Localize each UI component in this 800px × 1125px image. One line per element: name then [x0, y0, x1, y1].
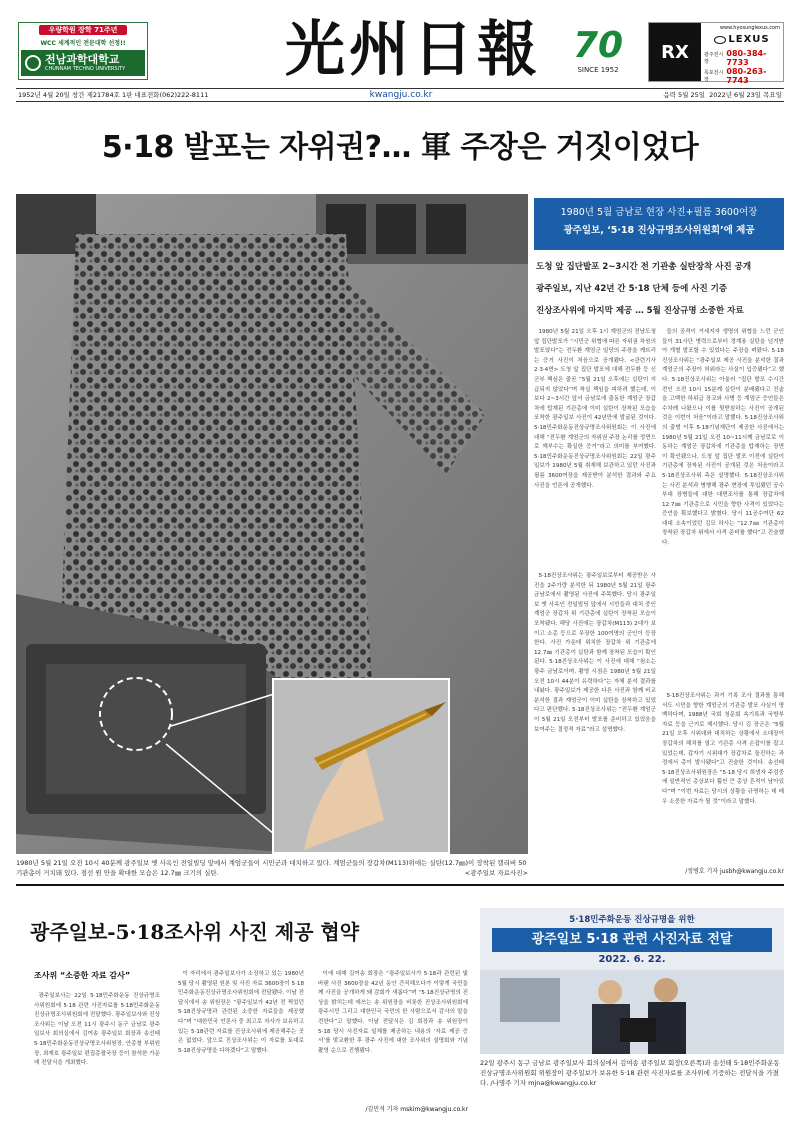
right-ad-label2: 목포전시장: [704, 70, 724, 83]
school-emblem-icon: [25, 55, 41, 71]
bottom-col-3: 이에 대해 김여송 회장은 “광주일보사가 5·18과 관련된 빛바랜 사진 3600장을 42년 동안 간직해오다가 이렇게 국민들께 사진을 공개하게 돼 감회가 새롭다”며 “5·18진상규명의 진상을 밝히는데 애쓰는 송 위원장을 비롯한 진상조사위원회에 광주시민 그리고 대한민국 국민의 한 사람으로서 감사의 말을 전한다”고 말했다. 이날 전달식은 김 회장과 송 위원장이 5·18 당시 사진자료 일체를 제공하는 내용의 ‘자료 제공 증서’를 맞교환한 후 광주 사진에 대한 조사위의 설명회와 기념촬영 순으로 진행됐다.: [318, 971, 468, 1054]
subhead-1: 도청 앞 집단발포 2~3시간 전 기관총 실탄장착 사진 공개: [536, 262, 752, 272]
right-ad-url: www.hyosunglexus.com: [719, 25, 780, 31]
article-byline: /정병호 기자 jusbh@kwangju.co.kr: [685, 868, 784, 875]
article-col-2: 5·18진상조사위는 광주일보로부터 제공받은 사진을 2주가량 분석한 뒤 1980년 5월 21일 광주 금남로에서 촬영된 사진에 주목했다. 당시 광주일보 옛 사옥인 전일빌딩 앞에서 시민들과 대치 중인 계엄군 장갑차 위 기관총에 실탄이 장착된 모습이 포착됐다. 해당 사진에는 장갑차(M113) 2대가 보이고 소총 등으로 무장한 100여명의 군인이 등장한다. 사진 가운데 위치한 장갑차 위 기관총에 12.7㎜ 기관총이 실탄과 함께 장착된 모습이 확인된다. 5·18진상조사위는 이 사진에 대해 “첨소는 광주 금남로이며, 촬영 시점은 1980년 5월 21일 오전 10시 44분이 유력하다”는 자체 분석 결과를 내놨다. 광주일보가 제공한 다른 사진과 함께 비교 분석한 결과 계엄군이 이미 실탄을 장착하고 있었다고 판단했다. 5·18진상조사위는 “전두환 계엄군이 5월 21일 오전부터 발포를 준비하고 있었음을 보여주는 결정적 자료”라고 설명했다.: [534, 573, 656, 733]
founded-date: 1952년 4월 20일 창간: [18, 91, 85, 99]
subhead-2: 광주일보, 지난 42년 간 5·18 단체 등에 사진 기증: [536, 284, 728, 294]
article-col-4: 5·18진상조사위는 과거 기록 조사 결과를 통해서도 시민을 향한 계엄군의 기관총 발포 사실이 명백하다며, 1988년 국회 청문회 속기록과 국방부 자료 등을 근거로 제시했다. 당시 김 장군은 “5월 21일 오후 시위대와 대치하는 상황에서 소대장이 장갑차의 해치를 열고 기관총 사격 손잡이를 잡고 있었는데, 갑자기 시위대가 장갑차로 돌진하는 과정에서 총이 발사됐다”고 진술한 것이다. 송선태 5·18진상조사위원장은 “5·18 당시 희생자 주검중에 일반적인 총상보다 훨씬 큰 총상 흔적이 남아있다”며 “이번 자료는 당시의 상황을 규명하는 데 매우 소중한 자료가 될 것”이라고 말했다.: [662, 693, 784, 805]
main-photo: [16, 194, 528, 854]
subhead-3: 진상조사위에 마지막 제공 … 5월 진상규명 소중한 자료: [536, 306, 744, 316]
left-ad-school: 전남과학대학교: [45, 53, 120, 66]
article-col-3: 들의 공격이 거세지자 생명의 위협을 느낀 군인들이 31사단 병력으로부터 경계용 실탄을 넘겨받아 개별 발포할 수 있었다는 주장을 펴왔다. 5·18진상조사위는 “광주일보 제공 사진을 분석한 결과 계엄군의 주장이 허위라는 사실이 입증됐다”고 했다. 5·18진상조사위는 아울러 “집단 발포 수시간 전인 오전 10시 15분께 실탄이 분배됐다고 진술을 고백한 하위급 장교와 사병 등 계엄군 증언들은 수차례 나왔으나 이를 뒷받침하는 사진이 공개된 것은 이번이 처음”이라고 말했다. 5·18진상조사위의 출범 이후 5·18기념재단이 제공한 사진에서는 1980년 5월 21일 오전 10~11시께 금남로로 이동하는 계엄군 장갑차에 기관총을 탑재하는 장면이 확인됐으나, 도청 앞 집단 발포 이전에 실탄이 기관총에 장착된 사진이 공개된 것은 처음이라고 5·18진상조사위 측은 설명했다. 5·18진상조사위는 사진 분석과 병행해 광주 현장에 투입됐던 공수부대 장병들에 대한 대면조사를 통해 장갑차에 12.7㎜ 기관총으로 시민을 향한 사격이 있었다는 증언을 확보했다고 밝혔다. 당시 11공수여단 62대대 소속이었던 김모 하사는 “12.7㎜ 기관총이 장착된 장갑차 위에서 사격 준비를 했다”고 진술했다.: [662, 329, 784, 547]
two-men-photo: [480, 970, 784, 1054]
bottom-byline: /김민석 기자 mskim@kwangju.co.kr: [365, 1106, 468, 1113]
website-link[interactable]: kwangju.co.kr: [369, 90, 433, 100]
left-ad-tagline: 우량학원 장학 71주년: [39, 25, 127, 35]
banner-line2: 광주일보 5·18 관련 사진자료 전달: [492, 928, 772, 952]
right-ad-brand: LEXUS: [728, 34, 770, 45]
info-bar: [16, 88, 784, 102]
headline: 5·18 발포는 자위권?… 軍 주장은 거짓이었다: [101, 130, 699, 165]
lexus-logo-icon: [714, 36, 726, 44]
blue-subhead-box: [534, 198, 784, 250]
rx-logo: RX: [661, 41, 689, 63]
article-col-1: 1980년 5월 21일 오후 1시 계엄군의 전남도청 앞 집단발포가 “시민군 위협에 따른 자위권 차원의 발포였다”는 전두환 계엄군 일당의 주장을 깨뜨리는 증거 사진이 처음으로 공개됐다. <관련기사 2·3·4면> 도청 앞 집단 발포에 대해 전두환 등 신군부 핵심은 줄곧 “5월 21일 오후에는 실탄이 지급되지 않았다”며 착실 책임을 피하려 했는데, 이보다 2~3시간 앞서 금남로에 출동한 계엄군 장갑차에 탑재된 기관총에 이미 실탄이 장착된 모습을 포착한 광주일보 사진이 42년만에 발굴된 것이다. 5·18민주화운동진상규명조사위원회는 이 사진에 대해 “전두환 계엄군의 자위권 주장 논리를 정면으로 깨부수는 확실한 증거”라고 의미를 부여했다. 5·18민주화운동진상규명조사위원회는 22일 광주일보가 1980년 5월 취재해 보관하고 있던 사진과 필름 3600여장을 제공받아 분석한 결과와 주요 사진을 언론에 공개했다.: [534, 329, 656, 489]
section-divider: [16, 884, 784, 886]
photo-caption: [16, 858, 528, 878]
newspaper-title: 光州日報: [285, 15, 541, 85]
anniversary-number: 70: [572, 25, 624, 66]
photo-credit: <광주일보 자료사진>: [464, 869, 528, 877]
right-ad-phone1: 080-384-7733: [726, 49, 767, 67]
bottom-headline: 광주일보-5·18조사위 사진 제공 협약: [30, 920, 360, 944]
anniversary-badge: [572, 26, 624, 82]
since-text: SINCE 1952: [577, 66, 619, 74]
issue-number: 제21784호: [86, 91, 120, 99]
banner-line1: 5·18민주화운동 진상규명을 위한: [569, 915, 695, 925]
blue-box-line1: 1980년 5월 금남로 현장 사진+필름 3600여장: [560, 207, 758, 218]
bullet-icon: [274, 680, 450, 854]
left-ad-subtitle: WCC 세계적인 전문대학 선정!!: [40, 40, 126, 47]
ceremony-photo: [480, 908, 784, 1054]
right-ad-label1: 광주전시장: [704, 52, 724, 65]
blue-box-line2: 광주일보, ‘5·18 진상규명조사위원회’에 제공: [563, 225, 755, 236]
bullet-closeup-photo: [272, 678, 450, 854]
ceremony-caption-credit: /나명주 기자 mjna@kwangju.co.kr: [490, 1079, 597, 1087]
edition: 1판: [121, 91, 133, 99]
ceremony-caption-text: 22일 광주시 동구 금남로 광주일보사 회의실에서 김여송 광주일보 회장(오른쪽)과 송선태 5·18민주화운동 진상규명조사위원회 위원장이 광주일보가 보유한 5·18 관련 사진자료를 조사위에 기증하는 전달식을 가졌다.: [480, 1059, 780, 1087]
bottom-col-1: 광주일보사는 22일 5·18민주화운동 진상규명조사위원회에 5·18 관련 사진자료를 5·18민주화운동진상규명조사위원회에 전달했다. 광주일보사와 진상조사위는 이날 오전 11시 광주시 동구 금남로 광주일보사 회의실에서 김여송 광주일보 회장과 송선태 5·18민주화운동진상규명조사위원장, 안종철 부위원장, 최재호 광주일보 편집총괄국장 등이 참석한 가운데 전달식을 개최했다.: [34, 993, 160, 1067]
subheads: [536, 256, 784, 322]
right-ad-phone2: 080-263-7743: [726, 67, 767, 85]
banner-date: 2022. 6. 22.: [598, 954, 666, 965]
left-ad[interactable]: [18, 22, 148, 80]
issue-date: 2022년 6월 23일 목요일: [709, 91, 782, 99]
lunar-date: 음력 5월 25일: [663, 91, 706, 99]
phone-number: 대표전화(062)222-8111: [134, 91, 209, 99]
bottom-subhead: 조사위 “소중한 자료 감사”: [34, 971, 131, 980]
right-ad[interactable]: [648, 22, 784, 85]
left-ad-school-en: CHUNNAM TECHNO UNIVERSITY: [45, 66, 126, 72]
bottom-col-2: 이 자리에서 광주일보사가 소장하고 있는 1980년 5월 당시 촬영된 원본 및 사진 자료 3600장이 5·18민주화운동진상규명조사위원회에 전달됐다. 이날 전달식에서 송 위원장은 “광주일보가 42년 전 찍었던 5·18진상규명과 관련된 소중한 자료들을 제공했다”며 “대한민국 언론사 중 최고로 자사가 보유하고 있는 5·18관련 자료를 진상조사위에 제공해주는 곳은 없었다. 앞으로 진상조사위는 이 자료를 토대로 5·18진상규명을 다하겠다”고 말했다.: [178, 971, 304, 1054]
photo-caption-text: 1980년 5월 21일 오전 10시 40분께 광주일보 옛 사옥인 전일빌딩 앞에서 계엄군들이 시민군과 대치하고 있다. 계엄군들의 장갑차(M113)위에는 실탄(12.7㎜)이 장착된 캘리버 50 기관총이 거치돼 있다. 점선 원 안을 확대한 모습은 12.7㎜ 크기의 실탄.: [16, 859, 527, 877]
ceremony-caption: [480, 1058, 784, 1088]
